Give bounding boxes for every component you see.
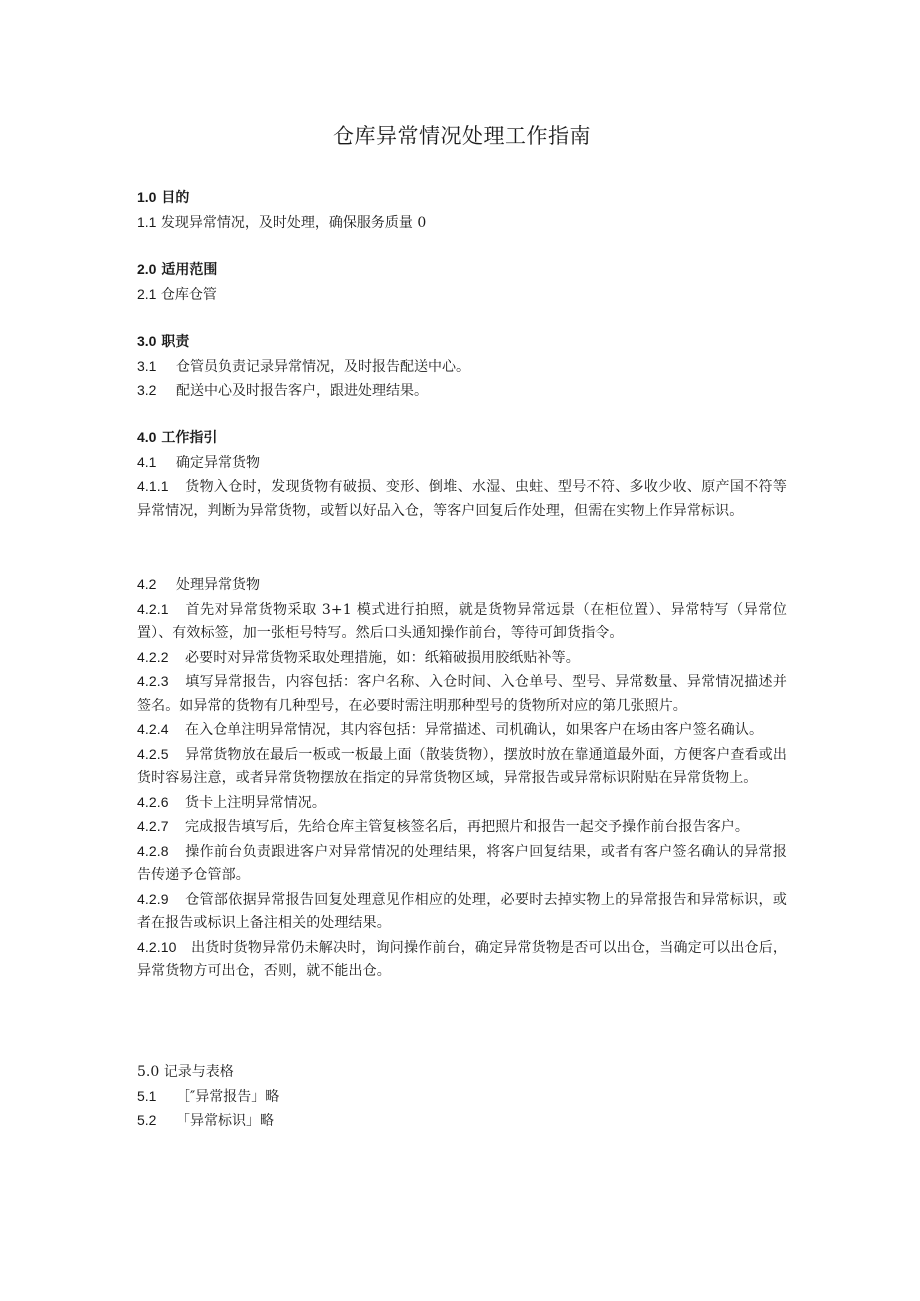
list-item <box>137 283 787 308</box>
list-item <box>137 355 787 380</box>
item-text: 仓库仓管 <box>160 286 217 303</box>
item-text: 配送中心及时报告客户，跟进处理结果。 <box>176 383 428 399</box>
item-number: 4.2.2 <box>137 648 169 665</box>
heading-text: 目的 <box>161 190 190 206</box>
list-item <box>137 211 787 236</box>
item-number: 4.2.4 <box>137 721 169 737</box>
paragraph-4-2-3 <box>137 670 787 718</box>
list-item <box>137 1085 787 1110</box>
item-number: 5.2 <box>137 1112 157 1128</box>
heading-number: 4.0 <box>137 429 157 445</box>
item-number: 4.2.8 <box>137 842 169 859</box>
paragraph-4-2-1 <box>137 598 787 646</box>
item-number: 1.1 <box>137 213 157 230</box>
list-item <box>137 1109 787 1134</box>
item-number: 4.2.9 <box>137 890 169 907</box>
item-number: 4.1.1 <box>137 478 169 494</box>
section-records <box>137 1061 787 1134</box>
paragraph-4-2-9 <box>137 888 787 936</box>
heading-text: 职责 <box>161 334 190 350</box>
item-text: 操作前台负责跟进客户对异常情况的处理结果，将客户回复结果，或者有客户签名确认的异常报告传递予仓管部。 <box>137 843 787 883</box>
item-text: 完成报告填写后，先给仓库主管复核签名后，再把照片和报告一起交予操作前台报告客户。 <box>185 819 749 835</box>
paragraph-4-2-2 <box>137 646 787 671</box>
heading-number: 3.0 <box>137 333 157 349</box>
item-text: 出货时货物异常仍未解决时，询问操作前台，确定异常货物是否可以出仓，当确定可以出仓后，异常货物方可出仓，否则，就不能出仓。 <box>137 939 787 979</box>
item-number: 4.2.10 <box>137 938 177 955</box>
item-text: 仓管员负责记录异常情况，及时报告配送中心。 <box>176 358 470 375</box>
list-item <box>137 379 787 404</box>
item-text: 确定异常货物 <box>176 454 260 471</box>
paragraph-4-2-8 <box>137 840 787 888</box>
paragraph-4-2-5 <box>137 743 787 791</box>
item-number: 4.2.3 <box>137 673 169 689</box>
item-text: 仓管部依据异常报告回复处理意见作相应的处理，必要时去掉实物上的异常报告和异常标识，或者在报告或标识上备注相关的处理结果。 <box>137 891 787 931</box>
heading-text: 工作指引 <box>161 430 218 446</box>
section-purpose <box>137 186 787 235</box>
item-number: 4.1 <box>137 453 157 470</box>
section-heading <box>137 330 787 355</box>
item-number: 4.2.5 <box>137 745 169 762</box>
item-text: 异常货物放在最后一板或一板最上面（散装货物），摆放时放在靠通道最外面，方便客户查看或出货时容易注意，或者异常货物摆放在指定的异常货物区域，异常报告或异常标识附贴在异常货物上。 <box>137 746 787 786</box>
section-handling <box>137 573 787 984</box>
item-text: 在入仓单注明异常情况，其内容包括：异常描述、司机确认，如果客户在场由客户签名确认。 <box>185 722 764 738</box>
subsection-title <box>137 573 787 598</box>
item-number: 2.1 <box>137 285 157 302</box>
item-number: 3.2 <box>137 382 157 398</box>
section-scope <box>137 258 787 307</box>
item-number: 4.2.1 <box>137 600 169 617</box>
paragraph-4-2-4 <box>137 718 787 743</box>
item-text: 处理异常货物 <box>176 577 260 593</box>
item-text: 填写异常报告，内容包括：客户名称、入仓时间、入仓单号、型号、异常数量、异常情况描述并签名。如异常的货物有几种型号，在必要时需注明那种型号的货物所对应的第几张照片。 <box>137 674 787 714</box>
item-number: 3.1 <box>137 357 157 374</box>
item-text: 首先对异常货物采取 3+1 模式进行拍照，就是货物异常远景（在柜位置）、异常特写（异常位置）、有效标签，加一张柜号特写。然后口头通知操作前台，等待可卸货指令。 <box>137 601 787 641</box>
section-duties <box>137 330 787 404</box>
section-guidelines <box>137 426 787 523</box>
item-number: 4.2.6 <box>137 793 169 810</box>
section-heading <box>137 186 787 211</box>
item-text: 发现异常情况，及时处理，确保服务质量 0 <box>160 214 427 231</box>
item-number: 4.2.7 <box>137 818 169 834</box>
item-number: 5.1 <box>137 1087 157 1104</box>
section-heading <box>137 426 787 451</box>
paragraph-4-2-6 <box>137 791 787 816</box>
item-text: ［″异常报告」略 <box>176 1088 280 1105</box>
paragraph-4-1-1 <box>137 475 787 523</box>
item-text: 货卡上注明异常情况。 <box>185 794 326 811</box>
item-text: 必要时对异常货物采取处理措施，如：纸箱破损用胶纸贴补等。 <box>185 649 580 666</box>
item-number: 4.2 <box>137 576 157 592</box>
paragraph-4-2-7 <box>137 815 787 840</box>
item-text: 「异常标识」略 <box>176 1113 274 1129</box>
page-title: 仓库异常情况处理工作指南 <box>333 124 591 148</box>
item-text: 货物入仓时，发现货物有破损、变形、倒堆、水湿、虫蛀、型号不符、多收少收、原产国不符等异常情况，判断为异常货物，或暂以好品入仓，等客户回复后作处理，但需在实物上作异常标识。 <box>137 479 787 519</box>
heading-text: 适用范围 <box>161 262 218 278</box>
section-heading: 5.0 记录与表格 <box>137 1064 234 1080</box>
heading-number: 1.0 <box>137 189 157 205</box>
heading-number: 2.0 <box>137 261 157 277</box>
subsection-title <box>137 451 787 476</box>
paragraph-4-2-10 <box>137 936 787 984</box>
section-heading <box>137 258 787 283</box>
